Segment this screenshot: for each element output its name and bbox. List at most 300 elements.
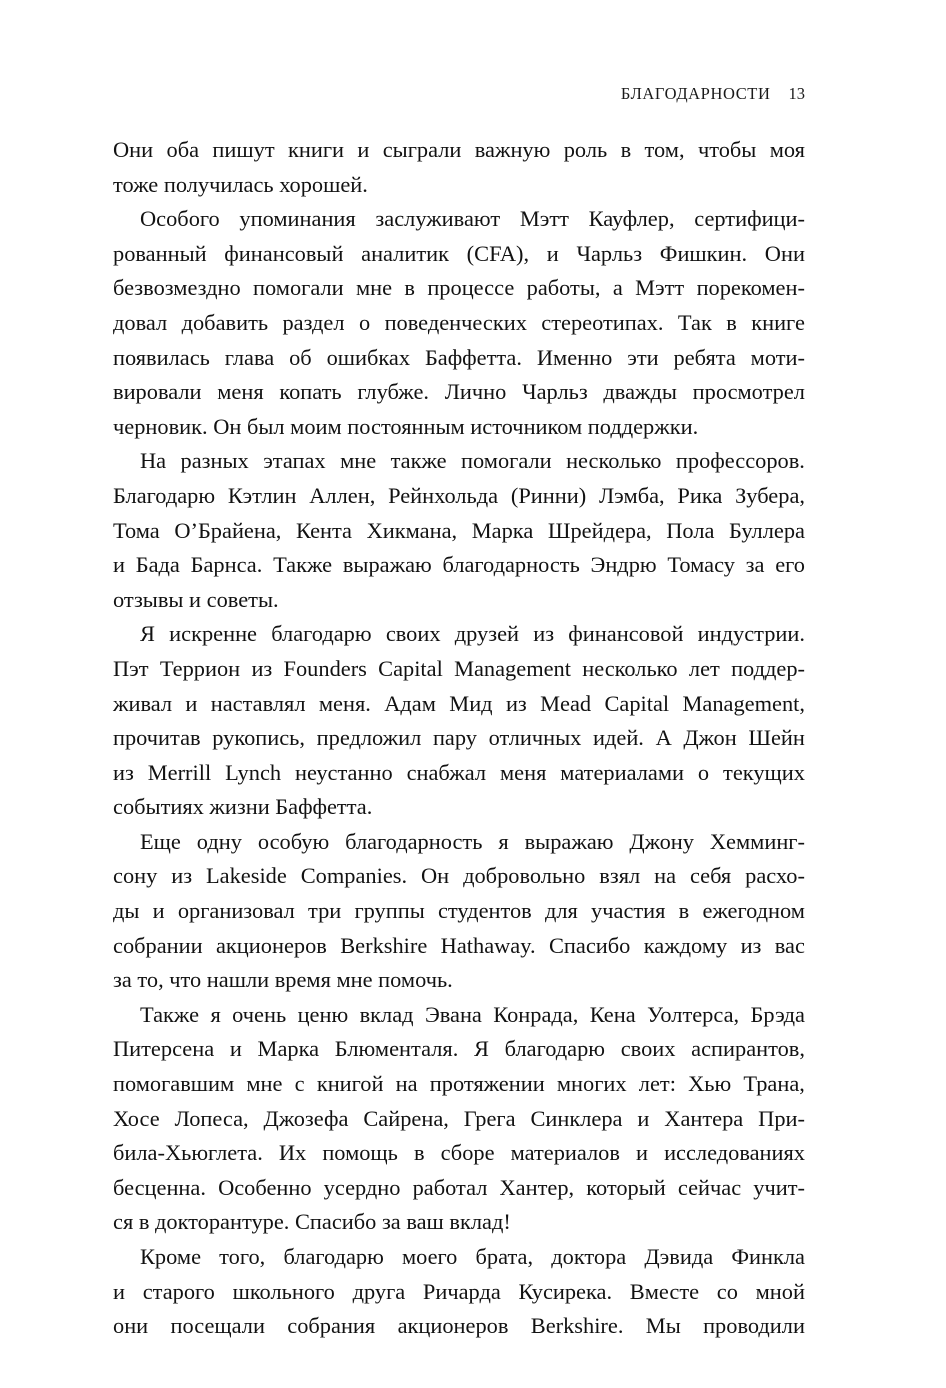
word: мной xyxy=(755,1278,805,1304)
word: о xyxy=(358,309,371,335)
word: работы, xyxy=(526,275,601,301)
word: о xyxy=(697,759,710,785)
word: (CFA), xyxy=(466,240,530,266)
word: выражаю xyxy=(524,828,614,854)
word: Хикмана, xyxy=(366,517,458,543)
text-line xyxy=(113,998,805,1033)
word: благодарю xyxy=(271,621,372,647)
word: предложил xyxy=(316,725,422,751)
word: меня. xyxy=(318,690,371,716)
text-line xyxy=(113,894,805,929)
word: Лэмба, xyxy=(598,482,665,508)
text-line xyxy=(113,1032,805,1067)
word: несколько xyxy=(566,448,662,474)
word: Хантера xyxy=(664,1105,744,1131)
word: текущих xyxy=(723,759,805,785)
word: Хосе xyxy=(113,1105,160,1131)
word: многих xyxy=(556,1071,627,1097)
word: Lakeside xyxy=(205,863,287,889)
word: старого xyxy=(142,1278,215,1304)
word: учит- xyxy=(753,1174,805,1200)
paragraph xyxy=(113,825,805,998)
word: аспирантов, xyxy=(691,1036,805,1062)
word: ды xyxy=(113,898,140,924)
word: Марка xyxy=(471,517,534,543)
word: Благодарю xyxy=(113,482,216,508)
word: оба xyxy=(166,137,200,162)
word: а xyxy=(612,275,623,301)
word: черновик. Он был моим постоянным источником поддержки. xyxy=(113,413,699,439)
word: сейчас xyxy=(677,1174,742,1200)
word: Синклера xyxy=(530,1105,623,1131)
word: Мэтт xyxy=(635,275,685,301)
word: Также xyxy=(140,1001,200,1027)
word: помогали xyxy=(461,448,552,474)
word: исследованиях xyxy=(664,1140,805,1166)
word: финансовой xyxy=(568,621,684,647)
text-line xyxy=(113,202,805,237)
paragraph xyxy=(113,202,805,444)
word: Mead xyxy=(540,690,592,716)
word: и xyxy=(113,552,125,578)
word: для xyxy=(544,898,578,924)
word: и xyxy=(357,137,370,162)
word: группы xyxy=(354,898,425,924)
paragraph xyxy=(113,998,805,1240)
word: со xyxy=(716,1278,738,1304)
word: книге xyxy=(751,309,805,335)
word: добавить xyxy=(181,309,269,335)
word: Грега xyxy=(463,1105,516,1131)
text-line xyxy=(113,617,805,652)
word: собрания xyxy=(287,1313,376,1339)
word: студентов xyxy=(437,898,532,924)
text-line xyxy=(113,790,805,825)
word: акционеров xyxy=(215,932,327,958)
word: том, xyxy=(644,137,685,162)
word: Уолтерса, xyxy=(647,1001,740,1027)
body-text-block xyxy=(113,133,805,1344)
text-line xyxy=(113,825,805,860)
word: меня xyxy=(217,379,264,405)
word: взял xyxy=(599,863,641,889)
word: Management, xyxy=(682,690,805,716)
word: и xyxy=(637,1105,650,1131)
word: из xyxy=(113,759,134,785)
word: материалами xyxy=(560,759,684,785)
word: помощь xyxy=(322,1140,398,1166)
text-line xyxy=(113,1309,805,1344)
word: доктора xyxy=(551,1244,627,1269)
word: Хемминг- xyxy=(709,828,805,854)
text-line xyxy=(113,687,805,722)
word: школьного xyxy=(232,1278,335,1304)
word: искренне xyxy=(169,621,257,647)
word: При- xyxy=(758,1105,805,1131)
word: и xyxy=(152,898,165,924)
text-line xyxy=(113,1275,805,1310)
paragraph xyxy=(113,617,805,825)
word: отличных xyxy=(488,725,582,751)
text-line xyxy=(113,963,805,998)
word: лет xyxy=(688,655,720,681)
word: (Ринни) xyxy=(510,482,587,508)
word: поддер- xyxy=(731,655,805,681)
word: работал xyxy=(412,1174,488,1200)
word: и xyxy=(113,1278,125,1304)
word: Пэт xyxy=(113,655,149,681)
word: глава xyxy=(224,344,275,370)
word: отзывы и советы. xyxy=(113,586,279,612)
word: Баффетта. xyxy=(424,344,522,370)
word: каждому xyxy=(643,932,728,958)
word: Террион xyxy=(159,655,241,681)
word: книгой xyxy=(316,1071,384,1097)
word: который xyxy=(586,1174,666,1200)
text-line xyxy=(113,583,805,618)
word: рованный xyxy=(113,240,207,266)
word: моти- xyxy=(750,344,805,370)
text-line xyxy=(113,306,805,341)
word: Capital xyxy=(604,690,670,716)
word: Лично xyxy=(444,379,507,405)
word: благодарность xyxy=(442,552,580,578)
word: моего xyxy=(401,1244,458,1269)
word: Их xyxy=(278,1140,307,1166)
text-line xyxy=(113,133,805,168)
word: поведенческих xyxy=(384,309,527,335)
word: одну xyxy=(196,828,242,854)
word: Шрейдера, xyxy=(547,517,652,543)
word: друга xyxy=(352,1278,406,1304)
word: сыграли xyxy=(382,137,462,162)
word: особую xyxy=(257,828,330,854)
word: била-Хьюглета. xyxy=(113,1140,263,1166)
word: Аллен, xyxy=(309,482,376,508)
word: ценю xyxy=(297,1001,349,1027)
word: я xyxy=(210,1001,221,1027)
word: Так xyxy=(677,309,712,335)
word: Berkshire. xyxy=(530,1313,624,1339)
word: эти xyxy=(627,344,659,370)
word: Питерсена xyxy=(113,1036,215,1062)
word: в xyxy=(620,137,632,162)
word: Рейнхольда xyxy=(388,482,499,508)
word: Именно xyxy=(536,344,613,370)
word: тоже получилась хорошей. xyxy=(113,171,368,197)
word: благодарю xyxy=(283,1244,384,1269)
word: Зубера, xyxy=(735,482,805,508)
word: Кена xyxy=(589,1001,636,1027)
word: сону xyxy=(113,863,158,889)
word: на xyxy=(395,1071,418,1097)
word: событиях жизни Баффетта. xyxy=(113,794,373,820)
text-line xyxy=(113,1102,805,1137)
text-line xyxy=(113,1240,805,1275)
word: Ричарда xyxy=(422,1278,501,1304)
word: Мэтт xyxy=(519,206,569,232)
word: брата, xyxy=(475,1244,534,1269)
word: за xyxy=(745,552,765,578)
word: роль xyxy=(563,137,608,162)
word: пару xyxy=(432,725,477,751)
word: мне xyxy=(340,448,377,474)
word: Companies. xyxy=(300,863,408,889)
text-line xyxy=(113,375,805,410)
word: идей. xyxy=(593,725,644,751)
word: Марка xyxy=(257,1036,320,1062)
word: и xyxy=(546,240,559,266)
word: довал xyxy=(113,309,168,335)
word: бесценна. xyxy=(113,1174,206,1200)
text-line xyxy=(113,341,805,376)
word: Hathaway. xyxy=(440,932,536,958)
word: стереотипах. xyxy=(541,309,664,335)
word: Management xyxy=(454,655,571,681)
word: благодарю xyxy=(504,1036,606,1062)
word: себя xyxy=(689,863,732,889)
word: снабжал xyxy=(406,759,487,785)
word: Кусирека. xyxy=(518,1278,613,1304)
word: сборе xyxy=(440,1140,495,1166)
word: заслуживают xyxy=(375,206,501,232)
running-head xyxy=(113,84,805,104)
word: Дэвида xyxy=(644,1244,714,1269)
word: живал xyxy=(113,690,173,716)
word: за то, что нашли время мне помочь. xyxy=(113,967,453,993)
text-line xyxy=(113,237,805,272)
word: чтобы xyxy=(697,137,757,162)
word: добровольно xyxy=(463,863,586,889)
text-line xyxy=(113,756,805,791)
word: выражаю xyxy=(342,552,432,578)
word: ежегодном xyxy=(702,898,805,924)
word: друзей xyxy=(454,621,520,647)
word: Тома xyxy=(113,517,160,543)
word: Вместе xyxy=(629,1278,700,1304)
word: дважды xyxy=(603,379,677,405)
word: ошибках xyxy=(326,344,411,370)
word: Бада xyxy=(135,552,180,578)
word: глубже. xyxy=(357,379,430,405)
word: Пола xyxy=(666,517,715,543)
word: Эвана xyxy=(424,1001,482,1027)
word: расхо- xyxy=(745,863,805,889)
text-line xyxy=(113,514,805,549)
word: в xyxy=(726,309,737,335)
word: Capital xyxy=(378,655,443,681)
word: очень xyxy=(232,1001,287,1027)
word: Лопеса, xyxy=(174,1105,249,1131)
paragraph xyxy=(113,444,805,617)
word: Буллера xyxy=(729,517,805,543)
word: Джон xyxy=(683,725,737,751)
word: собрании xyxy=(113,932,203,958)
text-line xyxy=(113,929,805,964)
word: ребята xyxy=(673,344,736,370)
word: в xyxy=(678,898,690,924)
word: своих xyxy=(620,1036,676,1062)
word: Мы xyxy=(645,1313,681,1339)
word: профессоров. xyxy=(675,448,805,474)
word: Они xyxy=(113,137,154,162)
word: Фишкин. xyxy=(659,240,748,266)
word: акционеров xyxy=(397,1313,509,1339)
word: Барнса. xyxy=(190,552,263,578)
word: участия xyxy=(591,898,666,924)
word: Я xyxy=(474,1036,489,1062)
word: Я xyxy=(140,621,155,647)
text-line xyxy=(113,1171,805,1206)
word: и xyxy=(185,690,198,716)
word: порекомен- xyxy=(696,275,805,301)
text-line xyxy=(113,548,805,583)
word: Мид xyxy=(449,690,493,716)
word: Особенно xyxy=(218,1174,312,1200)
word: Кроме xyxy=(140,1244,202,1269)
word: Адам xyxy=(384,690,436,716)
word: Founders xyxy=(283,655,367,681)
text-line xyxy=(113,1205,805,1240)
word: Шейн xyxy=(748,725,805,751)
word: и xyxy=(636,1140,648,1166)
word: О’Брайена, xyxy=(174,517,282,543)
word: мне xyxy=(246,1071,283,1097)
word: лет: xyxy=(638,1071,676,1097)
text-line xyxy=(113,1136,805,1171)
word: Эндрю xyxy=(590,552,657,578)
word: Брэда xyxy=(750,1001,805,1027)
word: разных xyxy=(180,448,249,474)
word: Томасу xyxy=(667,552,735,578)
word: усердно xyxy=(323,1174,401,1200)
word: Еще xyxy=(140,828,181,854)
word: Berkshire xyxy=(340,932,428,958)
word: мне xyxy=(355,275,393,301)
word: из xyxy=(171,863,193,889)
word: Кауфлер, xyxy=(588,206,675,232)
word: посещали xyxy=(170,1313,265,1339)
word: Особого xyxy=(140,206,220,232)
word: Блюменталя. xyxy=(334,1036,459,1062)
word: Сайрена, xyxy=(363,1105,449,1131)
text-line xyxy=(113,410,805,445)
word: Спасибо xyxy=(548,932,631,958)
word: Джону xyxy=(629,828,694,854)
word: проводили xyxy=(703,1313,805,1339)
word: в xyxy=(404,275,415,301)
word: Конрада, xyxy=(493,1001,579,1027)
word: помогали xyxy=(253,275,344,301)
word: Также xyxy=(273,552,333,578)
word: Merrill xyxy=(147,759,212,785)
word: пишут xyxy=(212,137,275,162)
word: Чарльз xyxy=(576,240,643,266)
word: благодарность xyxy=(345,828,483,854)
word: появилась xyxy=(113,344,210,370)
text-line xyxy=(113,271,805,306)
word: на xyxy=(654,863,677,889)
word: Рика xyxy=(677,482,723,508)
word: ся в докторантуре. Спасибо за ваш вклад! xyxy=(113,1209,511,1235)
word: вас xyxy=(774,932,805,958)
word: и xyxy=(229,1036,242,1062)
word: просмотрел xyxy=(692,379,805,405)
text-line xyxy=(113,859,805,894)
text-line xyxy=(113,479,805,514)
word: Хантер, xyxy=(499,1174,575,1200)
word: моя xyxy=(769,137,805,162)
word: меня xyxy=(499,759,547,785)
text-line xyxy=(113,721,805,756)
word: упоминания xyxy=(239,206,356,232)
word: организовал xyxy=(177,898,295,924)
word: Lynch xyxy=(225,759,282,785)
word: материалов xyxy=(510,1140,620,1166)
word: в xyxy=(413,1140,425,1166)
word: сертифици- xyxy=(694,206,805,232)
text-line xyxy=(113,1067,805,1102)
word: своих xyxy=(385,621,441,647)
word: индустрии. xyxy=(697,621,805,647)
word: рукопись, xyxy=(212,725,305,751)
word: Хью xyxy=(688,1071,732,1097)
word: этапах xyxy=(263,448,326,474)
word: Джозефа xyxy=(263,1105,349,1131)
word: аналитик xyxy=(361,240,449,266)
word: процессе xyxy=(427,275,515,301)
word: Он xyxy=(421,863,450,889)
word: протяжении xyxy=(429,1071,545,1097)
word: А xyxy=(655,725,672,751)
word: помогавшим xyxy=(113,1071,235,1097)
word: из xyxy=(740,932,762,958)
word: три xyxy=(308,898,342,924)
text-line xyxy=(113,652,805,687)
word: Они xyxy=(764,240,805,266)
word: Кента xyxy=(296,517,352,543)
word: Кэтлин xyxy=(227,482,297,508)
page-number: 13 xyxy=(788,84,805,103)
word: неустанно xyxy=(295,759,393,785)
word: копать xyxy=(279,379,342,405)
word: финансовый xyxy=(224,240,344,266)
word: прочитав xyxy=(113,725,201,751)
text-line xyxy=(113,444,805,479)
word: Чарльз xyxy=(522,379,588,405)
word: раздел xyxy=(282,309,345,335)
word: из xyxy=(505,690,527,716)
paragraph xyxy=(113,133,805,202)
word: На xyxy=(140,448,167,474)
word: наставлял xyxy=(210,690,306,716)
word: из xyxy=(533,621,555,647)
word: вклад xyxy=(359,1001,414,1027)
text-line xyxy=(113,168,805,203)
running-head-title: БЛАГОДАРНОСТИ xyxy=(620,84,771,103)
word: того, xyxy=(219,1244,266,1269)
word: книги xyxy=(287,137,344,162)
word: я xyxy=(498,828,509,854)
word: Финкла xyxy=(731,1244,805,1269)
word: безвозмездно xyxy=(113,275,241,301)
word: также xyxy=(390,448,447,474)
word: вировали xyxy=(113,379,202,405)
word: важную xyxy=(474,137,551,162)
word: они xyxy=(113,1313,149,1339)
word: с xyxy=(294,1071,305,1097)
word: Трана, xyxy=(743,1071,805,1097)
